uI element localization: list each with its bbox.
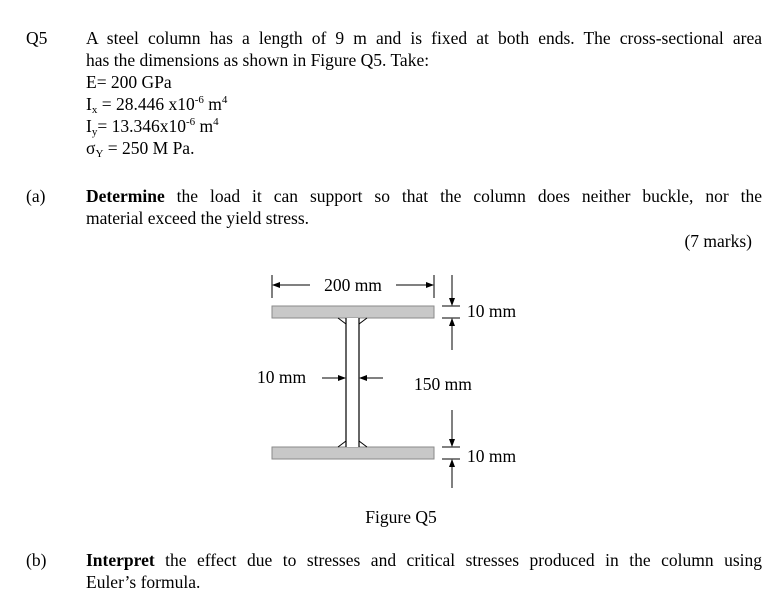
part-b-line-1 (86, 550, 762, 571)
web (346, 318, 359, 447)
iy-number: = 13.346x10 (97, 116, 186, 136)
question-text-line-1-content: A steel column has a length of 9 m and is fixed at both ends. The cross-sectional area (86, 28, 762, 48)
sigma-label: σ (86, 138, 96, 158)
iy-unit: m (195, 116, 214, 136)
fillet-top-right (359, 318, 367, 324)
part-a-marks: (7 marks) (684, 231, 752, 251)
top-flange (272, 306, 434, 318)
part-a-line-1-rest: the load it can support so that the column does neither buckle, nor the (164, 186, 762, 206)
figure-caption: Figure Q5 (365, 507, 437, 527)
part-a-label: (a) (26, 186, 46, 206)
iy-sub: y (91, 126, 98, 138)
sigma-sub: Y (95, 148, 104, 160)
part-b-line-1-rest: the effect due to stresses and critical stresses produced in the column using (154, 550, 762, 570)
iy-exp: -6 (185, 116, 196, 128)
sigma-number: = 250 M Pa. (103, 138, 195, 158)
part-a-line-2: material exceed the yield stress. (86, 208, 310, 228)
question-text-line-2: has the dimensions as shown in Figure Q5. Take: (86, 50, 430, 70)
part-b-justify (86, 550, 762, 571)
question-number: Q5 (26, 28, 48, 48)
ix-unit: m (203, 94, 222, 114)
ix-label: I (86, 94, 92, 114)
iy-label: I (86, 116, 92, 136)
part-b-line-2: Euler’s formula. (86, 572, 201, 592)
modulus-value: E= 200 GPa (86, 72, 172, 92)
part-b-words (86, 550, 762, 571)
web-thickness-label: 10 mm (257, 367, 307, 387)
ix-exp: -6 (194, 94, 204, 106)
bottom-flange (272, 447, 434, 459)
ix-unit-exp: 4 (221, 94, 228, 106)
fillet-bottom-left (338, 441, 346, 447)
bottom-flange-label: 10 mm (467, 446, 517, 466)
part-b-keyword: Interpret (86, 550, 155, 570)
ix-sub: x (91, 104, 98, 116)
fillet-bottom-right (359, 441, 367, 447)
top-flange-label: 10 mm (467, 301, 517, 321)
ix-number: = 28.446 x10 (97, 94, 195, 114)
part-a-keyword: Determine (86, 186, 165, 206)
fillet-top-left (338, 318, 346, 324)
iy-unit-exp: 4 (213, 116, 219, 128)
width-dimension-label: 200 mm (324, 275, 382, 295)
part-b-label: (b) (26, 550, 47, 570)
web-height-label: 150 mm (414, 374, 472, 394)
